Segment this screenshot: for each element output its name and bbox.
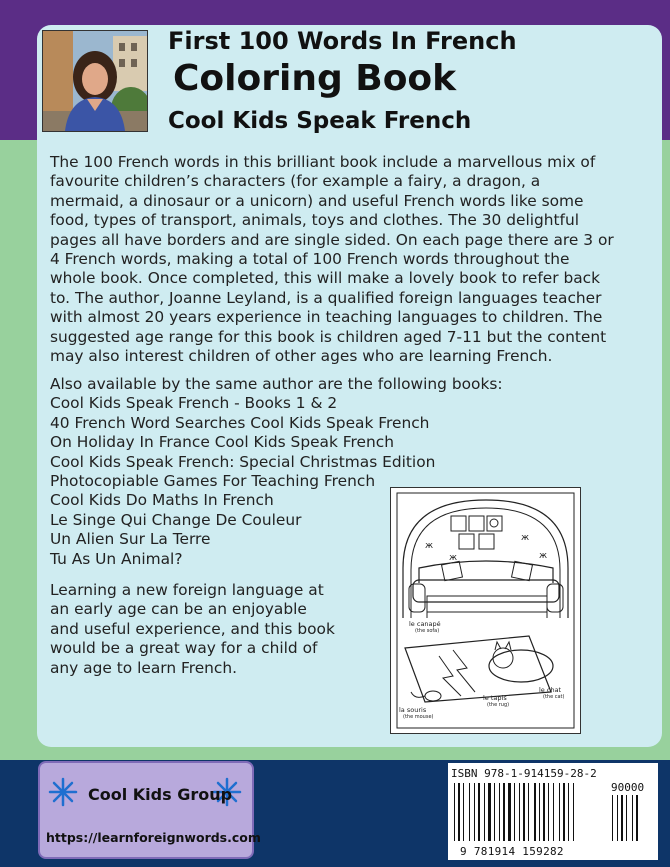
book-item: Un Alien Sur La Terre bbox=[50, 530, 211, 549]
svg-text:ж: ж bbox=[521, 533, 530, 543]
series-title: Cool Kids Speak French bbox=[168, 108, 472, 134]
title-line-1: First 100 Words In French bbox=[168, 27, 517, 55]
publisher-name: Cool Kids Group bbox=[88, 785, 233, 804]
book-item: Le Singe Qui Change De Couleur bbox=[50, 510, 302, 529]
label-mouse: la souris (the mouse) bbox=[399, 706, 434, 720]
closing-paragraph: Learning a new foreign language at an early age can be an enjoyable and useful experience, and this book would be a great way for a child of any age to learn French. bbox=[50, 581, 335, 677]
label-cat: le chat (the cat) bbox=[539, 686, 565, 700]
svg-text:ж: ж bbox=[449, 553, 458, 563]
book-description: The 100 French words in this brilliant book include a marvellous mix of favourite children’s characters (for example a fairy, a dragon, a mermaid, a dinosaur or a unicorn) and useful French words like some food, types of transport, animals, toys and clothes. The 30 delightful pages all have borders and are single sided. On each page there are 3 or 4 French words, making a total of 100 French words throughout the whole book. Once completed, this will make a lovely book to refer back to. The author, Joanne Leyland, is a qualified foreign languages teacher with almost 20 years experience in teaching languages to children. The suggested age range for this book is children aged 7-11 but the content may also interest children of other ages who are learning French. bbox=[50, 153, 614, 366]
coloring-page-sample bbox=[390, 487, 581, 734]
svg-text:ж: ж bbox=[425, 541, 434, 551]
publisher-url[interactable]: https://learnforeignwords.com bbox=[46, 830, 261, 845]
book-item: Cool Kids Speak French: Special Christmas Edition bbox=[50, 452, 436, 471]
isbn-text: ISBN 978-1-914159-28-2 bbox=[451, 767, 597, 780]
svg-text:ж: ж bbox=[539, 551, 548, 561]
also-available-intro: Also available by the same author are the following books: bbox=[50, 375, 503, 393]
book-item: Photocopiable Games For Teaching French bbox=[50, 472, 376, 491]
book-item: 40 French Word Searches Cool Kids Speak French bbox=[50, 413, 430, 432]
book-item: On Holiday In France Cool Kids Speak French bbox=[50, 433, 394, 452]
book-title: Coloring Book bbox=[173, 58, 457, 99]
book-item: Cool Kids Do Maths In French bbox=[50, 491, 274, 510]
book-item: Tu As Un Animal? bbox=[50, 549, 183, 568]
label-sofa: le canapé (the sofa) bbox=[409, 620, 441, 634]
label-rug: le tapis (the rug) bbox=[483, 694, 510, 708]
snowflake-icon bbox=[48, 777, 78, 807]
ean5-text: 90000 bbox=[611, 781, 645, 794]
book-item: Cool Kids Speak French - Books 1 & 2 bbox=[50, 394, 338, 413]
ean13-text: 9 781914 159282 bbox=[460, 845, 564, 858]
author-photo bbox=[42, 30, 148, 132]
